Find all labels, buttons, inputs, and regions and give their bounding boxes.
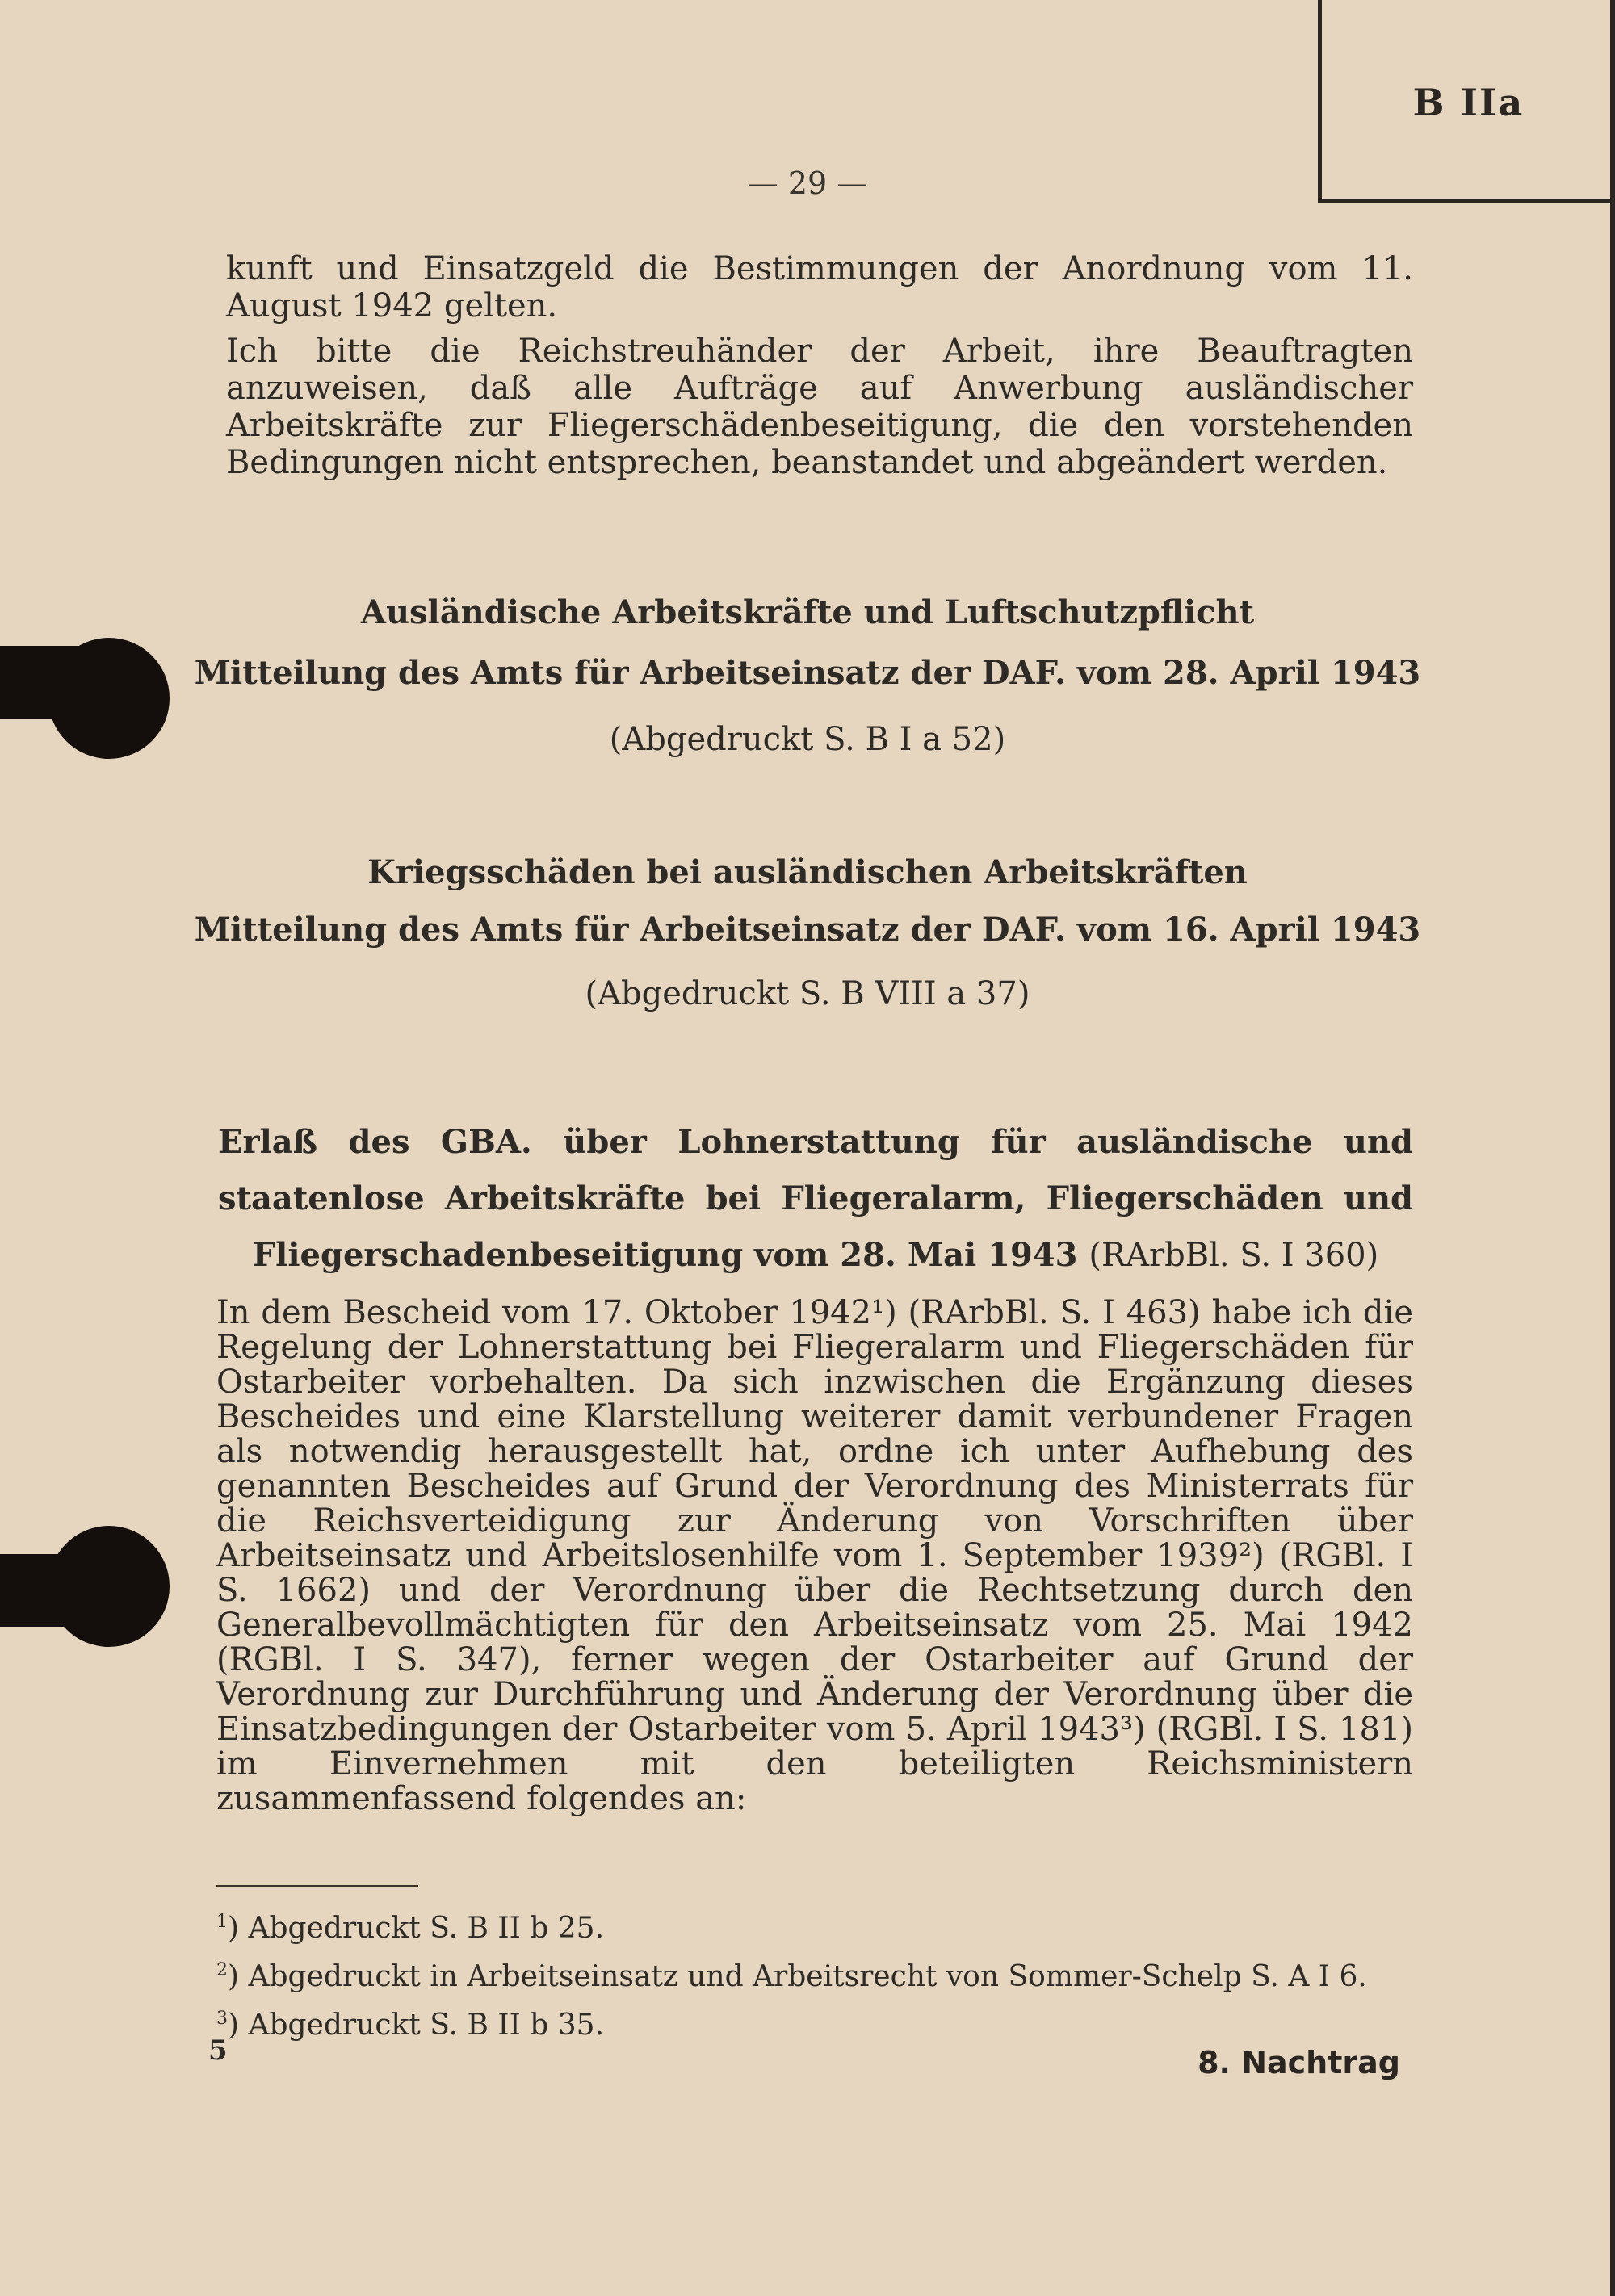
- section3-title-ref: (RArbBl. S. I 360): [1089, 1237, 1379, 1274]
- intro-paragraph-2: Ich bitte die Reichstreuhänder der Arbeit, ihre Beauftragten anzuweisen, daß alle Aufträge auf Anwerbung ausländischer Arbeitskräfte zur Fliegerschädenbeseitigung, die den vorstehenden Bedingungen nicht entsprechen, beanstandet und abgeändert werden.: [226, 333, 1413, 481]
- section2-subtitle: Mitteilung des Amts für Arbeitseinsatz der DAF. vom 16. April 1943: [194, 911, 1421, 949]
- footnote-3-text: Abgedruckt S. B II b 35.: [248, 2009, 605, 2042]
- page-edge: [1610, 0, 1615, 2296]
- footnote-3: $^3$) Abgedruckt S. B II b 35.: [216, 2009, 605, 2042]
- section1-subtitle: Mitteilung des Amts für Arbeitseinsatz der DAF. vom 28. April 1943: [194, 654, 1421, 692]
- footnote-3-mark: 3: [216, 2009, 228, 2029]
- footnote-2-mark: 2: [216, 1960, 228, 1980]
- footnote-2: $^2$) Abgedruckt in Arbeitseinsatz und Arbeitsrecht von Sommer-Schelp S. A I 6.: [216, 1960, 1367, 1993]
- punch-hole-tear-bottom: [0, 1554, 97, 1627]
- footnotes: [216, 1901, 1428, 2047]
- supplement-label: 8. Nachtrag: [1198, 2045, 1400, 2080]
- section2-title: Kriegsschäden bei ausländischen Arbeitskräften: [367, 853, 1248, 891]
- section3-body: In dem Bescheid vom 17. Oktober 1942¹) (RArbBl. S. I 463) habe ich die Regelung der Lohnerstattung bei Fliegeralarm und Fliegerschäden für Ostarbeiter vorbehalten. Da sich inzwischen die Ergänzung dieses Bescheides und eine Klarstellung weiterer damit verbundener Fragen als notwendig herausgestellt hat, ordne ich unter Aufhebung des genannten Bescheides auf Grund der Verordnung des Ministerrats für die Reichsverteidigung zur Änderung von Vorschriften über Arbeitseinsatz und Arbeitslosenhilfe vom 1. September 1939²) (RGBl. I S. 1662) und der Verordnung über die Rechtsetzung durch den Generalbevollmächtigten für den Arbeitseinsatz vom 25. Mai 1942 (RGBl. I S. 347), ferner wegen der Ostarbeiter auf Grund der Verordnung zur Durchführung und Änderung der Verordnung über die Einsatzbedingungen der Ostarbeiter vom 5. April 1943³) (RGBl. I S. 181) im Einvernehmen mit den beteiligten Reichsministern zusammenfassend folgendes an:: [216, 1294, 1413, 1817]
- punch-hole-tear-top: [0, 646, 105, 719]
- section1-reference: (Abgedruckt S. B I a 52): [609, 721, 1006, 758]
- intro-paragraph-1: kunft und Einsatzgeld die Bestimmungen der Anordnung vom 11. August 1942 gelten.: [226, 250, 1413, 325]
- section2-reference: (Abgedruckt S. B VIII a 37): [585, 975, 1030, 1012]
- section-tab-label: B IIa: [1412, 81, 1525, 124]
- footnote-1: $^1$) Abgedruckt S. B II b 25.: [216, 1912, 605, 1945]
- footnote-rule: [216, 1885, 418, 1887]
- section1-title: Ausländische Arbeitskräfte und Luftschutzpflicht: [360, 593, 1255, 631]
- section3-body-block: [216, 1296, 1413, 1816]
- intro-block: [226, 250, 1413, 481]
- footnote-1-text: Abgedruckt S. B II b 25.: [248, 1912, 605, 1945]
- section3-title: [218, 1114, 1413, 1284]
- page-number: — 29 —: [747, 165, 868, 201]
- signature-number: 5: [208, 2034, 228, 2067]
- footnote-2-text: Abgedruckt in Arbeitseinsatz und Arbeitsrecht von Sommer-Schelp S. A I 6.: [248, 1960, 1367, 1993]
- section3-title-text: Erlaß des GBA. über Lohnerstattung für ausländische und staatenlose Arbeitskräfte bei Fliegeralarm, Fliegerschäden und Fliegerschadenbeseitigung vom 28. Mai 1943: [218, 1123, 1413, 1274]
- footnote-1-mark: 1: [216, 1912, 228, 1932]
